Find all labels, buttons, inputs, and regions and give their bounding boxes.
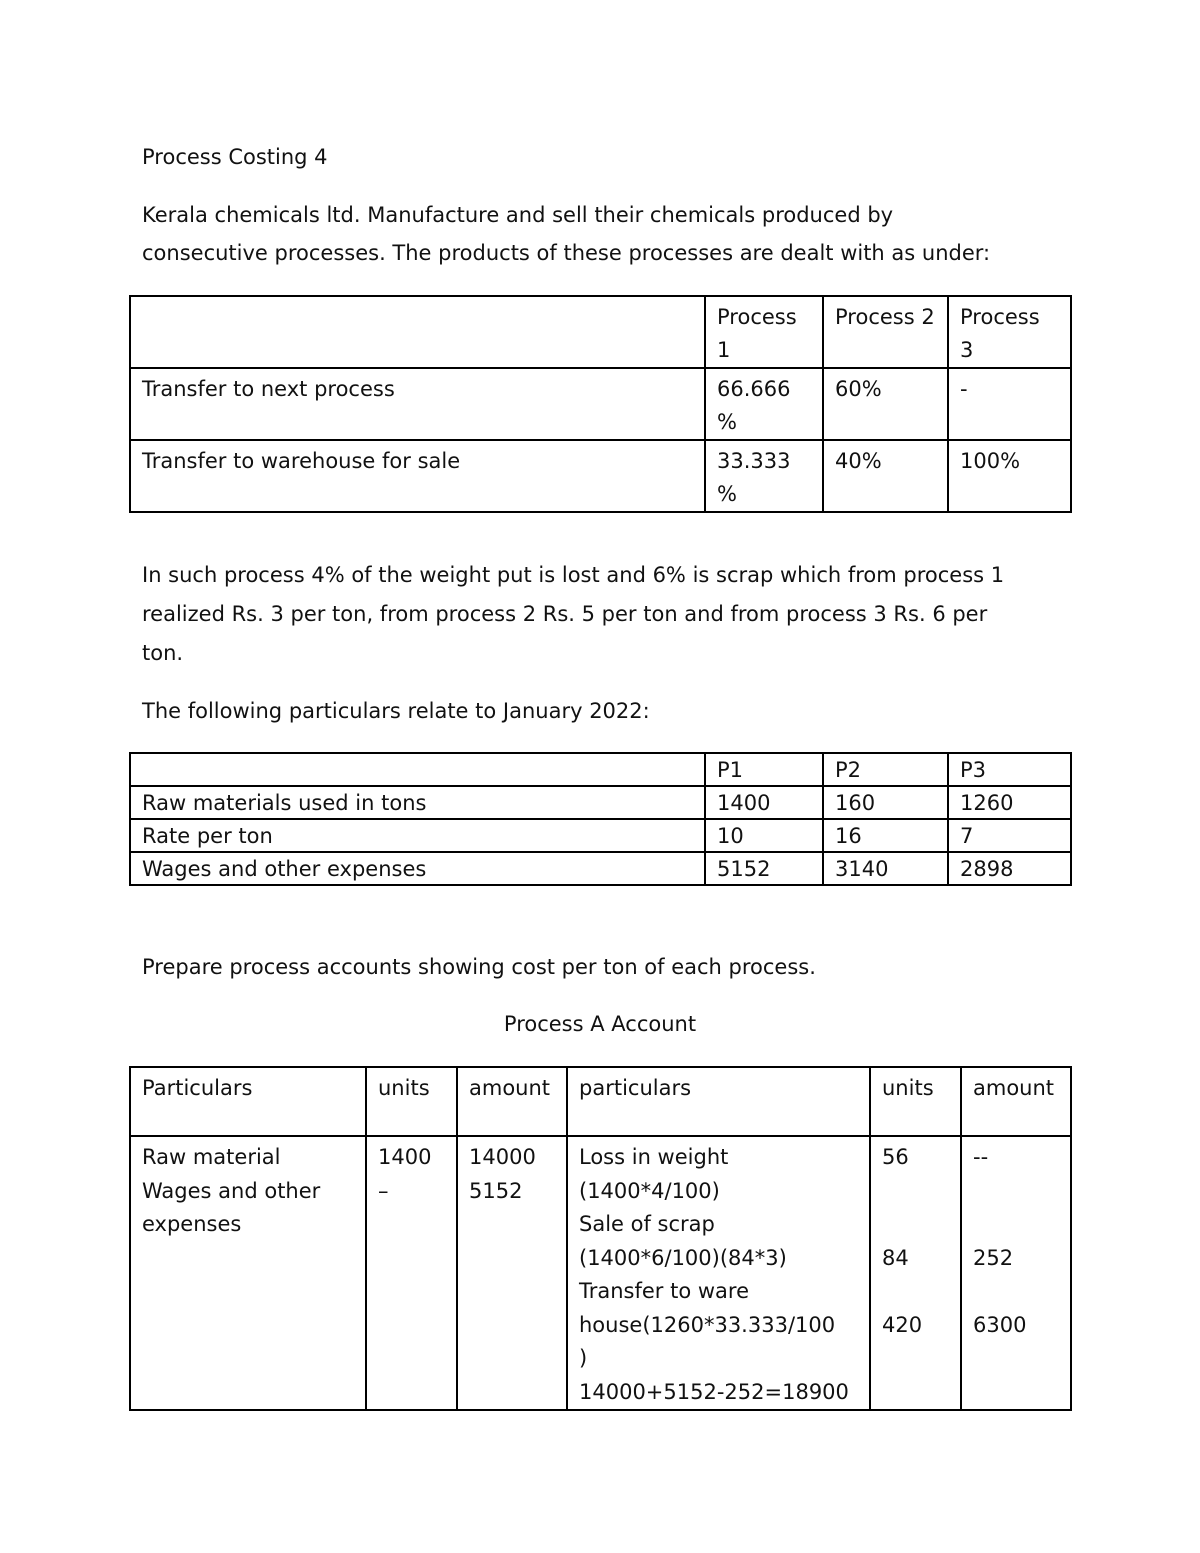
table-header-cell: units: [366, 1067, 457, 1136]
cell-line: [973, 1208, 1059, 1242]
cell-line: 420: [882, 1312, 923, 1337]
cell-line: Raw material: [142, 1145, 281, 1169]
table-row: [130, 852, 1071, 885]
table-cell: 33.333 %: [705, 440, 823, 512]
table-row: [130, 753, 1071, 786]
scrap-para-line-1: In such process 4% of the weight put is lost and 6% is scrap which from process 1: [142, 563, 1005, 587]
table-header-cell: Particulars: [130, 1067, 366, 1136]
scrap-para-line-2: realized Rs. 3 per ton, from process 2 Rs. 5 per ton and from process 3 Rs. 6 per: [142, 602, 988, 626]
table-row: [130, 1136, 1071, 1410]
debit-particulars-cell: [130, 1136, 366, 1410]
table-row: [130, 368, 1071, 440]
cell-line: –: [378, 1178, 389, 1203]
cell-line: [973, 1175, 1059, 1209]
cell-line: Transfer to ware: [579, 1279, 750, 1303]
table-header-cell: amount: [457, 1067, 567, 1136]
table-row: [130, 440, 1071, 512]
table-cell: 1400: [705, 786, 823, 819]
particulars-table: [129, 752, 1072, 886]
cell-line: --: [973, 1145, 989, 1169]
cell-line: house(1260*33.333/100: [579, 1312, 836, 1337]
credit-units-cell: [870, 1136, 961, 1410]
table-header-cell: P3: [948, 753, 1071, 786]
table-cell: 7: [948, 819, 1071, 852]
table-header-cell: [130, 753, 705, 786]
table-header-cell: [130, 296, 705, 368]
cell-line: 56: [882, 1145, 909, 1169]
table-header-cell: P2: [823, 753, 948, 786]
cell-line: [973, 1275, 1059, 1309]
cell-line: 252: [973, 1245, 1014, 1270]
cell-line: 14000: [469, 1145, 536, 1169]
table-header-cell: Process 2: [823, 296, 948, 368]
transfer-table: [129, 295, 1072, 513]
debit-units-cell: [366, 1136, 457, 1410]
account-title: Process A Account: [503, 1012, 697, 1036]
cell-line: 6300: [973, 1312, 1027, 1337]
cell-line: Wages and other: [142, 1178, 321, 1203]
process-a-account-table: [129, 1066, 1072, 1411]
cell-line: [882, 1208, 949, 1242]
instruction: Prepare process accounts showing cost per ton of each process.: [142, 955, 816, 979]
cell-line: 1400: [378, 1145, 432, 1169]
table-row: [130, 819, 1071, 852]
table-cell: 100%: [948, 440, 1071, 512]
table-cell: 16: [823, 819, 948, 852]
table-cell: Raw materials used in tons: [130, 786, 705, 819]
credit-amount-cell: [961, 1136, 1071, 1410]
table-cell: 160: [823, 786, 948, 819]
table-row: [130, 296, 1071, 368]
table-cell: Rate per ton: [130, 819, 705, 852]
table-cell: Wages and other expenses: [130, 852, 705, 885]
table-cell: 1260: [948, 786, 1071, 819]
intro-line-1: Kerala chemicals ltd. Manufacture and sell their chemicals produced by: [142, 203, 894, 227]
cell-line: [882, 1175, 949, 1209]
table-row: [130, 1067, 1071, 1136]
table-cell: 5152: [705, 852, 823, 885]
cell-line: 5152: [469, 1178, 523, 1203]
cell-line: 14000+5152-252=18900: [579, 1379, 849, 1404]
table-header-cell: P1: [705, 753, 823, 786]
cell-line: Sale of scrap: [579, 1212, 715, 1236]
cell-line: ): [579, 1346, 588, 1370]
table-cell: 66.666 %: [705, 368, 823, 440]
table-cell: Transfer to next process: [130, 368, 705, 440]
credit-particulars-cell: [567, 1136, 870, 1410]
cell-line: expenses: [142, 1212, 242, 1236]
cell-line: 84: [882, 1245, 909, 1270]
debit-amount-cell: [457, 1136, 567, 1410]
cell-line: (1400*4/100): [579, 1178, 720, 1203]
cell-line: (1400*6/100)(84*3): [579, 1245, 787, 1270]
table-header-cell: amount: [961, 1067, 1071, 1136]
cell-line: [882, 1275, 949, 1309]
table-cell: 40%: [823, 440, 948, 512]
particulars-intro: The following particulars relate to January 2022:: [142, 699, 650, 723]
table-cell: 2898: [948, 852, 1071, 885]
table-cell: 60%: [823, 368, 948, 440]
cell-line: Loss in weight: [579, 1145, 729, 1169]
table-header-cell: Process 1: [705, 296, 823, 368]
table-header-cell: particulars: [567, 1067, 870, 1136]
intro-line-2: consecutive processes. The products of these processes are dealt with as under:: [142, 241, 991, 265]
table-header-cell: units: [870, 1067, 961, 1136]
scrap-para-line-3: ton.: [142, 641, 184, 665]
table-cell: Transfer to warehouse for sale: [130, 440, 705, 512]
table-cell: 3140: [823, 852, 948, 885]
table-header-cell: Process 3: [948, 296, 1071, 368]
table-cell: 10: [705, 819, 823, 852]
table-row: [130, 786, 1071, 819]
page-title: Process Costing 4: [142, 145, 328, 169]
table-cell: -: [948, 368, 1071, 440]
